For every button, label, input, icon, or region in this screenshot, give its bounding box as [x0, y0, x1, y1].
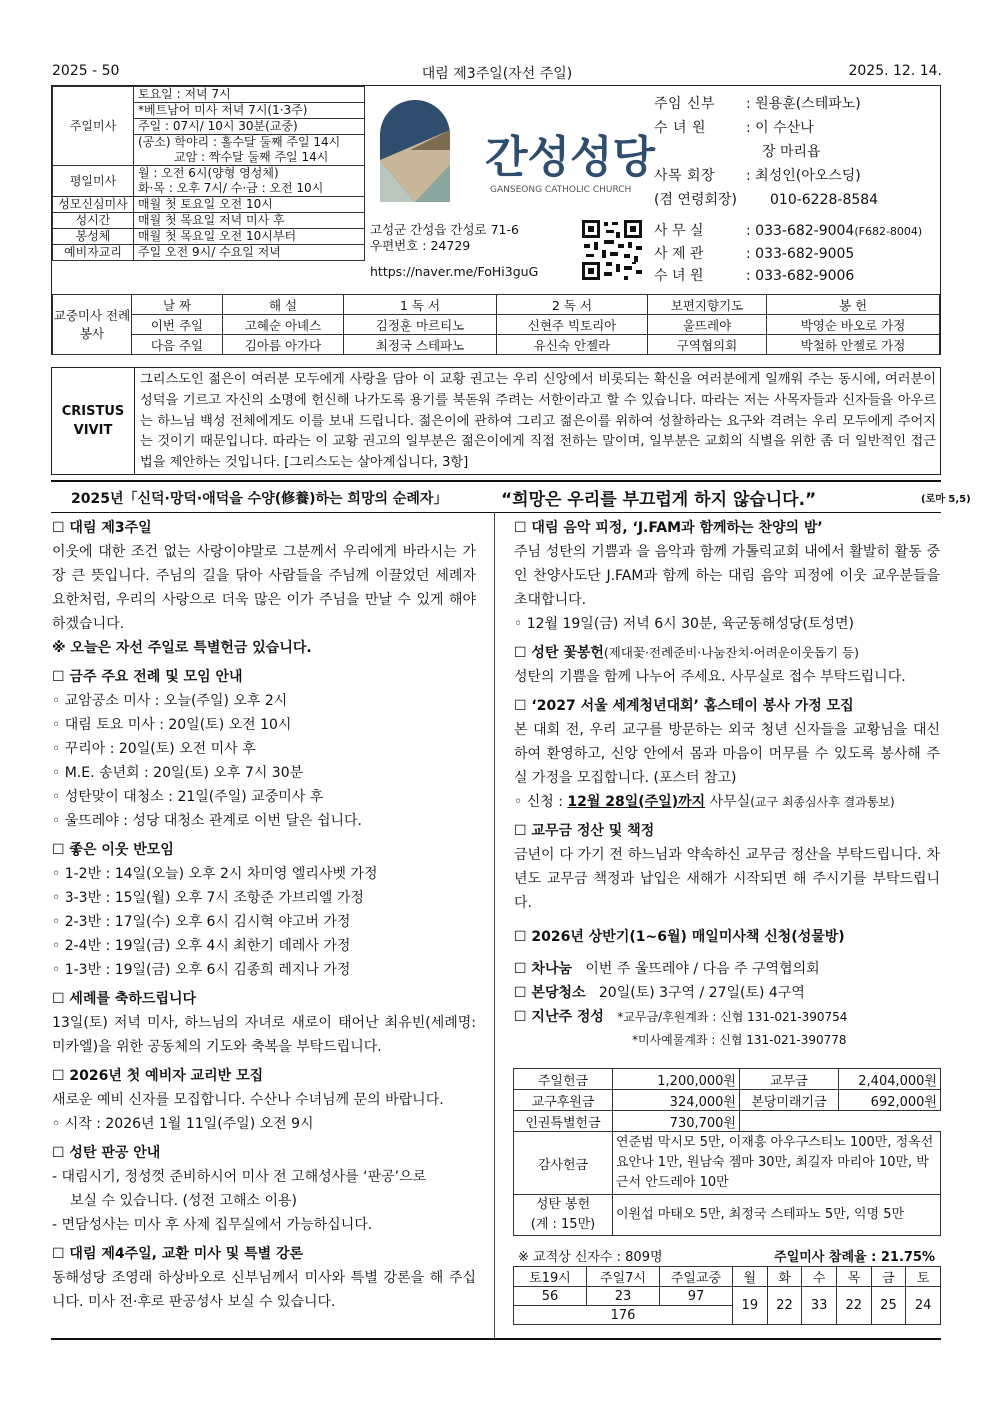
- list-item: ◦ M.E. 송년회 : 20일(토) 오후 7시 30분: [52, 765, 304, 781]
- motto-quote: “희망은 우리를 부끄럽게 하지 않습니다.”: [501, 490, 817, 510]
- service-header: 1 독 서: [344, 295, 497, 315]
- list-item: - 대림시기, 정성껏 준비하시어 미사 전 고해성사를 ‘판공’으로: [52, 1169, 427, 1185]
- church-cleaning: [514, 981, 940, 1005]
- service-cell: 신현주 빅토리아: [497, 315, 648, 335]
- mass-line: 주일 : 07시/ 10시 30분(교중): [134, 119, 365, 135]
- mass-line: 화·목 : 오후 7시/ 수·금 : 오전 10시: [134, 181, 365, 197]
- staff-name: : 원용훈(스테파노): [746, 96, 861, 112]
- fin-label: [514, 1195, 613, 1236]
- member-count: ※ 교적상 신자수 : 809명: [518, 1250, 663, 1265]
- section-heading: ☐ 대림 제3주일: [52, 520, 152, 536]
- cv-label-line: VIVIT: [73, 423, 113, 438]
- section-heading: ☐ 대림 제4주일, 교환 미사 및 특별 강론: [52, 1246, 304, 1262]
- section-heading-note: (제대꽃·전례준비·나눔잔치·어려운이웃돕기 등): [603, 645, 859, 660]
- church-logo-icon: [370, 90, 660, 215]
- att-header: 수: [802, 1267, 837, 1287]
- mass-schedule-table: [52, 86, 365, 261]
- att-value: 56: [514, 1287, 587, 1306]
- list-item: ◦ 12월 19일(금) 저녁 6시 30분, 육군동해성당(토성면): [514, 616, 854, 632]
- attendance-summary: [518, 1246, 941, 1265]
- christus-vivit-label: [52, 368, 135, 474]
- sunday-mass-label: 주일미사: [53, 87, 134, 166]
- phone-number: : 033-682-9005: [746, 246, 855, 262]
- staff-role: 주임 신부: [654, 96, 716, 112]
- section-heading: ☐ 성탄 판공 안내: [52, 1145, 161, 1161]
- staff-row: [654, 92, 878, 116]
- section-text: 이웃에 대한 조건 없는 사랑이야말로 그분께서 우리에게 바라시는 가장 큰 뜻입니다. 주님의 길을 닦아 사람들을 주님께 이끌었던 세례자 요한처럼, 우리의 사랑으로 더욱 많은 이가 주님을 만날 수 있게 해야 하겠습니다.: [52, 544, 476, 632]
- phone-row: [654, 265, 922, 287]
- row-label: 봉성체: [53, 229, 134, 245]
- list-item: ◦ 성탄맞이 대청소 : 21일(주일) 교중미사 후: [52, 789, 324, 805]
- fin-value: 324,000원: [613, 1090, 740, 1111]
- fin-label: 교구후원금: [514, 1090, 613, 1111]
- row-value: 매월 첫 목요일 오전 10시부터: [134, 229, 365, 245]
- staff-name: : 최성인(아오스딩): [746, 168, 861, 184]
- service-header: 보편지향기도: [648, 295, 767, 315]
- left-column: [52, 516, 476, 1314]
- att-header: 금: [871, 1267, 906, 1287]
- list-item: ◦ 꾸리아 : 20일(토) 오전 미사 후: [52, 741, 256, 757]
- section-heading: ☐ ‘2027 서울 세계청년대회’ 홈스테이 봉사 가정 모집: [514, 698, 854, 714]
- service-cell: 김정훈 마르티노: [344, 315, 497, 335]
- mass-line: 교암 : 짝수달 둘째 주일 14시: [134, 150, 365, 166]
- church-address: [370, 220, 538, 282]
- att-header: 주일7시: [587, 1267, 660, 1287]
- att-value: 33: [802, 1287, 837, 1325]
- phone-label: 수 녀 원: [654, 268, 704, 284]
- att-header: 주일교중: [660, 1267, 733, 1287]
- phone-list: [654, 220, 922, 287]
- section-heading: ☐ 세례를 축하드립니다: [52, 991, 197, 1007]
- section-heading: [514, 641, 940, 665]
- address: 고성군 간성읍 간성로 71-6: [370, 222, 519, 237]
- apply-note: (교구 최종심사후 결과통보): [750, 795, 895, 809]
- weekday-mass-label: 평일미사: [53, 166, 134, 197]
- service-cell: 이번 주일: [132, 315, 223, 335]
- service-cell: 고혜순 아녜스: [223, 315, 344, 335]
- qr-code-icon: [580, 218, 644, 282]
- att-header: 월: [733, 1267, 768, 1287]
- service-label-text: 교중미사 전례봉사: [53, 307, 131, 341]
- fin-value: 2,404,000원: [839, 1069, 941, 1090]
- section-heading-text: ☐ 차나눔: [514, 961, 572, 977]
- fin-value: 1,200,000원: [613, 1069, 740, 1090]
- service-cell: 박철하 안젤로 가정: [767, 335, 940, 355]
- offering-table: [513, 1068, 941, 1236]
- section-text: 성탄의 기쁨을 함께 나누어 주세요. 사무실로 접수 부탁드립니다.: [514, 669, 906, 685]
- att-value: 19: [733, 1287, 768, 1325]
- att-header: 목: [836, 1267, 871, 1287]
- service-header: 봉 헌: [767, 295, 940, 315]
- att-value: 97: [660, 1287, 733, 1306]
- section-heading: ☐ 2026년 상반기(1~6월) 매일미사책 신청(성물방): [514, 929, 845, 945]
- fin-label: 주일헌금: [514, 1069, 613, 1090]
- section-text: 동해성당 조영래 하상바오로 신부님께서 미사와 특별 강론을 해 주십니다. 미사 전·후로 판공성사 보실 수 있습니다.: [52, 1270, 476, 1310]
- logo-text: 간성성당: [485, 132, 656, 183]
- service-cell: 김아름 아가다: [223, 335, 344, 355]
- phone-number: : 033-682-9004: [746, 223, 855, 239]
- year-motto: [51, 480, 971, 513]
- fin-label: 감사헌금: [514, 1132, 613, 1195]
- staff-phone: 010-6228-8584: [770, 192, 879, 208]
- row-label: 예비자교리: [53, 245, 134, 261]
- cv-label-line: CRISTUS: [61, 404, 125, 419]
- service-cell: 유신숙 안젤라: [497, 335, 648, 355]
- row-label: 성시간: [53, 213, 134, 229]
- phone-row: [654, 220, 922, 243]
- mass-line: (공소) 학야리 : 홀수달 둘째 주일 14시: [134, 135, 365, 151]
- att-total: 176: [514, 1306, 733, 1325]
- service-cell: 다음 주일: [132, 335, 223, 355]
- section-text: 13일(토) 저녁 미사, 하느님의 자녀로 새로이 태어난 최유빈(세례명: 미카엘)을 위한 공동체의 기도와 축복을 부탁드립니다.: [52, 1015, 476, 1055]
- attendance-table: [513, 1266, 941, 1325]
- mass-line: *베트남어 미사 저녁 7시(1·3주): [134, 103, 365, 119]
- service-header: 해 설: [223, 295, 344, 315]
- list-item: ◦ 대림 토요 미사 : 20일(토) 오전 10시: [52, 717, 292, 733]
- header-line: [52, 63, 942, 83]
- att-value: 25: [871, 1287, 906, 1325]
- attendance-rate: 주일미사 참례율 : 21.75%: [774, 1250, 935, 1265]
- service-cell: 박영순 바오로 가정: [767, 315, 940, 335]
- fin-value: 692,000원: [839, 1090, 941, 1111]
- section-text: 본 대회 전, 우리 교구를 방문하는 외국 청년 신자들을 교황님을 대신하여 환영하고, 신앙 안에서 몸과 마음이 머무를 수 있도록 봉사해 주실 가정을 모집합니다. (포스터 참고): [514, 722, 940, 786]
- christus-vivit-box: [51, 367, 941, 475]
- phone-number: : 033-682-9006: [746, 268, 855, 284]
- service-label: [53, 295, 132, 355]
- phone-label: 사 무 실: [654, 223, 704, 239]
- bulletin-title: 대림 제3주일(자선 주일): [421, 66, 573, 82]
- section-heading: ☐ 금주 주요 전례 및 모임 안내: [52, 669, 243, 685]
- qr-code[interactable]: [580, 218, 644, 282]
- fin-label: 본당미래기금: [740, 1090, 839, 1111]
- att-value: 24: [906, 1287, 941, 1325]
- row-label: 성모신심미사: [53, 197, 134, 213]
- account-number: *교무금/후원계좌 : 신협 131-021-390754: [617, 1010, 848, 1024]
- fin-label-line: 성탄 봉헌: [535, 1197, 591, 1212]
- service-header: 2 독 서: [497, 295, 648, 315]
- mass-line: 월 : 오전 6시(양형 영성체): [134, 166, 365, 182]
- staff-name: : 이 수산나: [746, 120, 814, 136]
- att-header: 토19시: [514, 1267, 587, 1287]
- att-header: 화: [767, 1267, 802, 1287]
- liturgy-service-table: [52, 294, 940, 355]
- account-number: *미사예물계좌 : 신협 131-021-390778: [632, 1033, 847, 1047]
- staff-role: 수 녀 원: [654, 120, 706, 136]
- apply-deadline: 12월 28일(주일)까지: [567, 794, 706, 810]
- tea-sharing: [514, 957, 940, 981]
- list-item: ◦ 3-3반 : 15일(월) 오후 7시 조항준 가브리엘 가정: [52, 890, 364, 906]
- section-text: 주님 성탄의 기쁨과 을 음악과 함께 가톨릭교회 내에서 활발히 활동 중인 찬양사도단 J.FAM과 함께 하는 대림 음악 피정에 이웃 교우분들을 초대합니다.: [514, 544, 940, 608]
- special-collection-note: ※ 오늘은 자선 주일로 특별헌금 있습니다.: [52, 640, 312, 656]
- list-item: - 면담성사는 미사 후 사제 집무실에서 가능하십니다.: [52, 1217, 373, 1233]
- column-divider: [494, 512, 495, 1338]
- tea-sharing-value: 이번 주 울뜨레야 / 다음 주 구역협의회: [585, 961, 820, 977]
- thanks-offering-list: 연준범 막시모 5만, 이재흥 아우구스티노 100만, 정옥선 요안나 1만, 원남숙 젬마 30만, 최길자 마리아 10만, 박근서 안드레아 10만: [613, 1132, 941, 1195]
- service-cell: 울뜨레야: [648, 315, 767, 335]
- att-value: 23: [587, 1287, 660, 1306]
- cleaning-value: 20일(토) 3구역 / 27일(토) 4구역: [598, 985, 805, 1001]
- list-item: ◦ 2-4반 : 19일(금) 오후 4시 최한기 데레사 가정: [52, 938, 351, 954]
- staff-row: [654, 188, 878, 212]
- att-header: 토: [906, 1267, 941, 1287]
- section-heading: ☐ 2026년 첫 예비자 교리반 모집: [52, 1068, 264, 1084]
- church-url[interactable]: https://naver.me/FoHi3guG: [370, 264, 539, 279]
- service-header: 날 짜: [132, 295, 223, 315]
- staff-role: 사목 회장: [654, 168, 716, 184]
- christus-vivit-text: 그리스도인 젊은이 여러분 모두에게 사랑을 담아 이 교황 권고는 우리 신앙에서 비롯되는 확신을 여러분에게 일깨워 주는 동시에, 여러분이 성덕을 기르고 자신의 소명에 헌신해 나가도록 용기를 북돋워 주려는 서한이라고 할 수 있습니다. 따라는 저는 사목자들과 신자들을 아우르는 하느님 백성 전체에게도 이를 보내 드립니다. 젊은이에 관하여 그리고 젊은이를 위하여 성찰하라는 요구와 격려는 우리 모두에게 주어지는 것이기 때문입니다. 따라는 이 교황 권고의 일부분은 젊은이에게 직접 전하는 말이며, 일부분은 교회의 식별을 위한 좀 더 일반적인 접근법을 제안하는 것입니다. [그리스도는 살아계십니다, 3항]: [140, 372, 936, 471]
- list-item: 보실 수 있습니다. (성전 고해소 이용): [70, 1193, 297, 1209]
- mass-line: 토요일 : 저녁 7시: [134, 87, 365, 103]
- service-cell: 최정국 스테파노: [344, 335, 497, 355]
- section-text: 새로운 예비 신자를 모집합니다. 수산나 수녀님께 문의 바랍니다.: [52, 1092, 444, 1108]
- fin-label-line: (계 : 15만): [530, 1217, 596, 1232]
- section-heading-text: ☐ 본당청소: [514, 985, 586, 1001]
- att-value: 22: [836, 1287, 871, 1325]
- staff-list: [654, 92, 878, 212]
- motto-left: 2025년「신덕·망덕·애덕을 수양(修養)하는 희망의 순례자」: [71, 491, 448, 507]
- staff-row: [654, 140, 878, 164]
- apply-place: 사무실: [705, 794, 751, 810]
- section-heading: ☐ 교무금 정산 및 책정: [514, 823, 655, 839]
- phone-label: 사 제 관: [654, 246, 704, 262]
- row-value: 매월 첫 목요일 저녁 미사 후: [134, 213, 365, 229]
- list-item: [514, 790, 940, 814]
- list-item: ◦ 시작 : 2026년 1월 11일(주일) 오전 9시: [52, 1116, 314, 1132]
- church-logo: [370, 90, 660, 215]
- row-value: 매월 첫 토요일 오전 10시: [134, 197, 365, 213]
- phone-row: [654, 243, 922, 265]
- att-value: 22: [767, 1287, 802, 1325]
- section-text: 금년이 다 가기 전 하느님과 약속하신 교무금 정산을 부탁드립니다. 차년도 교무금 책정과 납입은 새해가 시작되면 해 주시기를 부탁드립니다.: [514, 847, 940, 911]
- fin-label: 교무금: [740, 1069, 839, 1090]
- staff-row: [654, 116, 878, 140]
- row-value: 주일 오전 9시/ 수요일 저녁: [134, 245, 365, 261]
- bulletin-date: 2025. 12. 14.: [848, 63, 942, 79]
- section-heading: ☐ 대림 음악 피정, ‘J.FAM과 함께하는 찬양의 밤’: [514, 520, 823, 536]
- apply-prefix: ◦ 신청 :: [514, 794, 568, 810]
- xmas-offering-list: 이원섭 마태오 5만, 최정국 스테파노 5만, 익명 5만: [613, 1195, 941, 1236]
- staff-role: (겸 연령회장): [654, 192, 737, 208]
- offering-heading: [514, 1005, 940, 1029]
- fin-value: 730,700원: [613, 1111, 740, 1132]
- motto-ref: (로마 5,5): [921, 494, 971, 505]
- bottom-rule: [51, 1338, 941, 1340]
- section-heading-text: ☐ 성탄 꽃봉헌: [514, 645, 604, 661]
- right-column: [514, 516, 940, 1051]
- list-item: ◦ 교암공소 미사 : 오늘(주일) 오후 2시: [52, 693, 288, 709]
- service-cell: 구역협의회: [648, 335, 767, 355]
- postcode: 우편번호 : 24729: [370, 238, 471, 253]
- fin-label: 인권특별헌금: [514, 1111, 613, 1132]
- list-item: ◦ 1-2반 : 14일(오늘) 오후 2시 차미영 엘리사벳 가정: [52, 866, 378, 882]
- staff-row: [654, 164, 878, 188]
- list-item: ◦ 1-3반 : 19일(금) 오후 6시 김종희 레지나 가정: [52, 962, 351, 978]
- issue-number: 2025 - 50: [52, 63, 120, 79]
- section-heading-text: ☐ 지난주 정성: [514, 1009, 604, 1025]
- logo-sub: GANSEONG CATHOLIC CHURCH: [490, 185, 632, 195]
- list-item: ◦ 울뜨레야 : 성당 대청소 관계로 이번 달은 쉽니다.: [52, 813, 362, 829]
- section-heading: ☐ 좋은 이웃 반모임: [52, 842, 174, 858]
- list-item: ◦ 2-3반 : 17일(수) 오후 6시 김시혁 야고버 가정: [52, 914, 351, 930]
- staff-name: 장 마리욥: [762, 144, 821, 160]
- fax-number: (F682-8004): [854, 225, 923, 238]
- header-box: [51, 85, 941, 355]
